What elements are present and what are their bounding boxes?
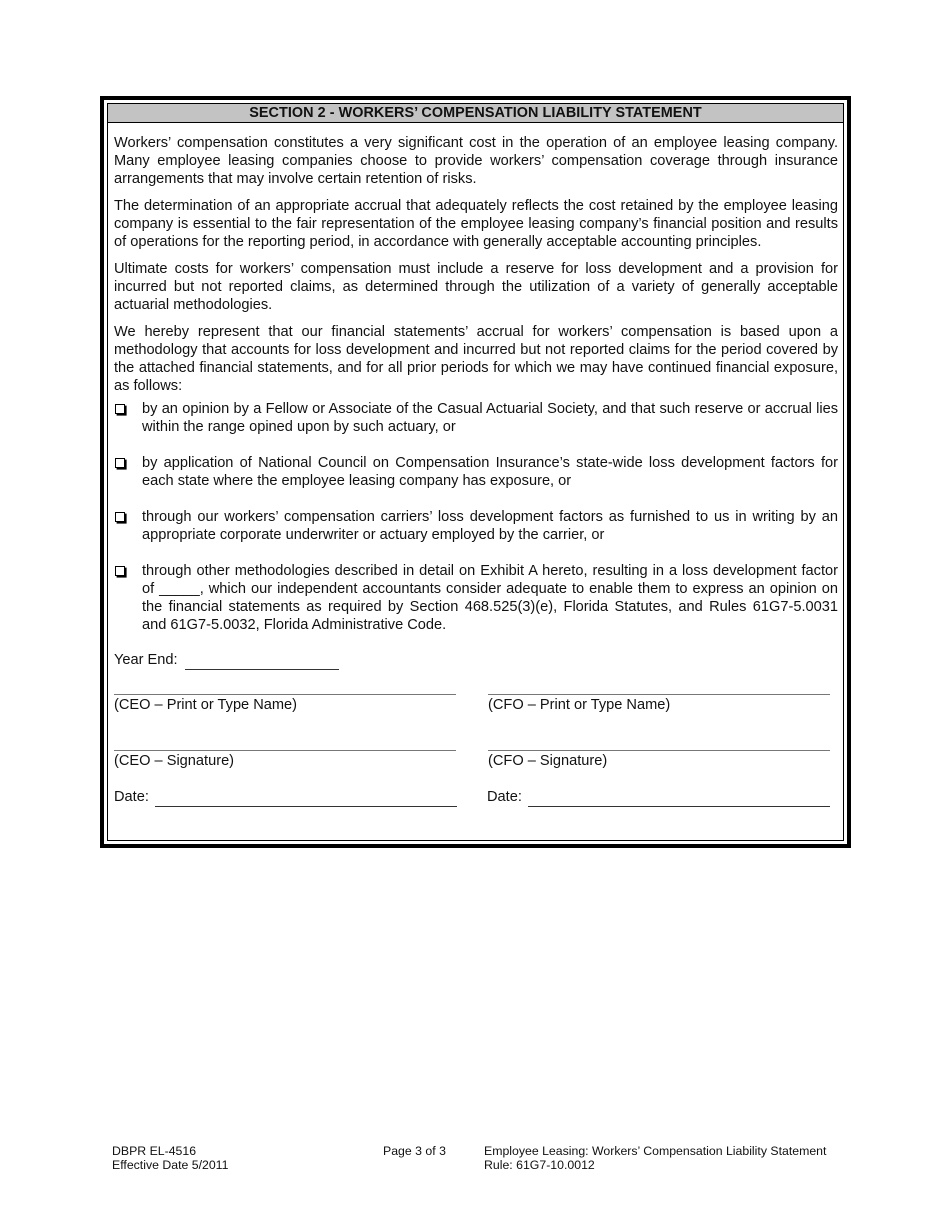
checkbox-actuary-opinion[interactable]	[114, 400, 142, 418]
ceo-signature-block	[114, 750, 456, 770]
cfo-signature-field[interactable]	[488, 750, 830, 751]
ceo-date-block	[114, 788, 459, 807]
option-actuary-opinion	[114, 400, 838, 436]
rule-number: Rule: 61G7-10.0012	[484, 1158, 595, 1172]
section-title: SECTION 2 - WORKERS’ COMPENSATION LIABILITY STATEMENT	[108, 104, 843, 123]
cfo-name-label: (CFO – Print or Type Name)	[488, 697, 671, 713]
ceo-signature-label: (CEO – Signature)	[114, 753, 235, 769]
cfo-name-field[interactable]	[488, 694, 830, 695]
cfo-date-field[interactable]	[528, 788, 830, 807]
ceo-name-field[interactable]	[114, 694, 456, 695]
option-other-methodologies	[114, 562, 838, 634]
ceo-name-block	[114, 694, 456, 714]
date-row	[114, 788, 838, 807]
ceo-signature-field[interactable]	[114, 750, 456, 751]
cfo-date-block	[487, 788, 832, 807]
footer-center	[383, 1144, 446, 1158]
paragraph-2: The determination of an appropriate accrual that adequately reflects the cost retained by the employee leasing company is essential to the fair representation of the employee leasing company’s financial position and results of operations for the reporting period, in accordance with generally acceptable accounting principles.	[114, 198, 838, 250]
form-frame	[100, 96, 851, 848]
ceo-name-label: (CEO – Print or Type Name)	[114, 697, 298, 713]
cfo-name-block	[488, 694, 830, 714]
paragraph-1: Workers’ compensation constitutes a very significant cost in the operation of an employee leasing company. Many employee leasing companies choose to provide workers’ compensation coverage through insurance arrangements that may involve certain retention of risks.	[114, 135, 838, 187]
year-end-label: Year End:	[114, 652, 178, 668]
name-signature-row	[114, 694, 838, 714]
option-text: by application of National Council on Compensation Insurance’s state-wide loss development factors for each state where the employee leasing company has exposure, or	[142, 455, 838, 489]
form-number: DBPR EL-4516	[112, 1144, 197, 1158]
option-ncci-factors	[114, 454, 838, 490]
page-number: Page 3 of 3	[383, 1144, 446, 1158]
ceo-date-label: Date:	[114, 789, 149, 805]
form-title: Employee Leasing: Workers’ Compensation Liability Statement	[484, 1144, 827, 1158]
footer-left	[112, 1144, 228, 1172]
option-text: through other methodologies described in detail on Exhibit A hereto, resulting in a loss development factor of _____, which our independent accountants consider adequate to enable them to express an opinion on the financial statements as required by Section 468.525(3)(e), Florida Statutes, and Rules 61G7-5.0031 and 61G7-5.0032, Florida Administrative Code.	[142, 563, 838, 633]
cfo-signature-label: (CFO – Signature)	[488, 753, 608, 769]
cfo-signature-block	[488, 750, 830, 770]
ceo-date-field[interactable]	[155, 788, 457, 807]
paragraph-3: Ultimate costs for workers’ compensation must include a reserve for loss development and a provision for incurred but not reported claims, as determined through the utilization of a variety of generally acceptable actuarial methodologies.	[114, 261, 838, 313]
form-content	[108, 134, 843, 807]
checkbox-other-methodologies[interactable]	[114, 562, 142, 580]
year-end-field[interactable]	[185, 651, 339, 670]
option-text: through our workers’ compensation carriers’ loss development factors as furnished to us in writing by an appropriate corporate underwriter or actuary employed by the carrier, or	[142, 509, 838, 543]
checkbox-ncci-factors[interactable]	[114, 454, 142, 472]
effective-date: Effective Date 5/2011	[112, 1158, 229, 1172]
signature-row	[114, 750, 838, 770]
cfo-date-label: Date:	[487, 789, 522, 805]
option-carrier-factors	[114, 508, 838, 544]
option-text: by an opinion by a Fellow or Associate of the Casual Actuarial Society, and that such reserve or accrual lies within the range opined upon by such actuary, or	[142, 401, 838, 435]
year-end-row	[114, 651, 838, 670]
form-inner-border	[107, 103, 844, 841]
footer-right	[484, 1144, 826, 1172]
checkbox-carrier-factors[interactable]	[114, 508, 142, 526]
paragraph-4: We hereby represent that our financial statements’ accrual for workers’ compensation is based upon a methodology that accounts for loss development and incurred but not reported claims for the period covered by the attached financial statements, and for all prior periods for which we may have continued financial exposure, as follows:	[114, 324, 838, 394]
